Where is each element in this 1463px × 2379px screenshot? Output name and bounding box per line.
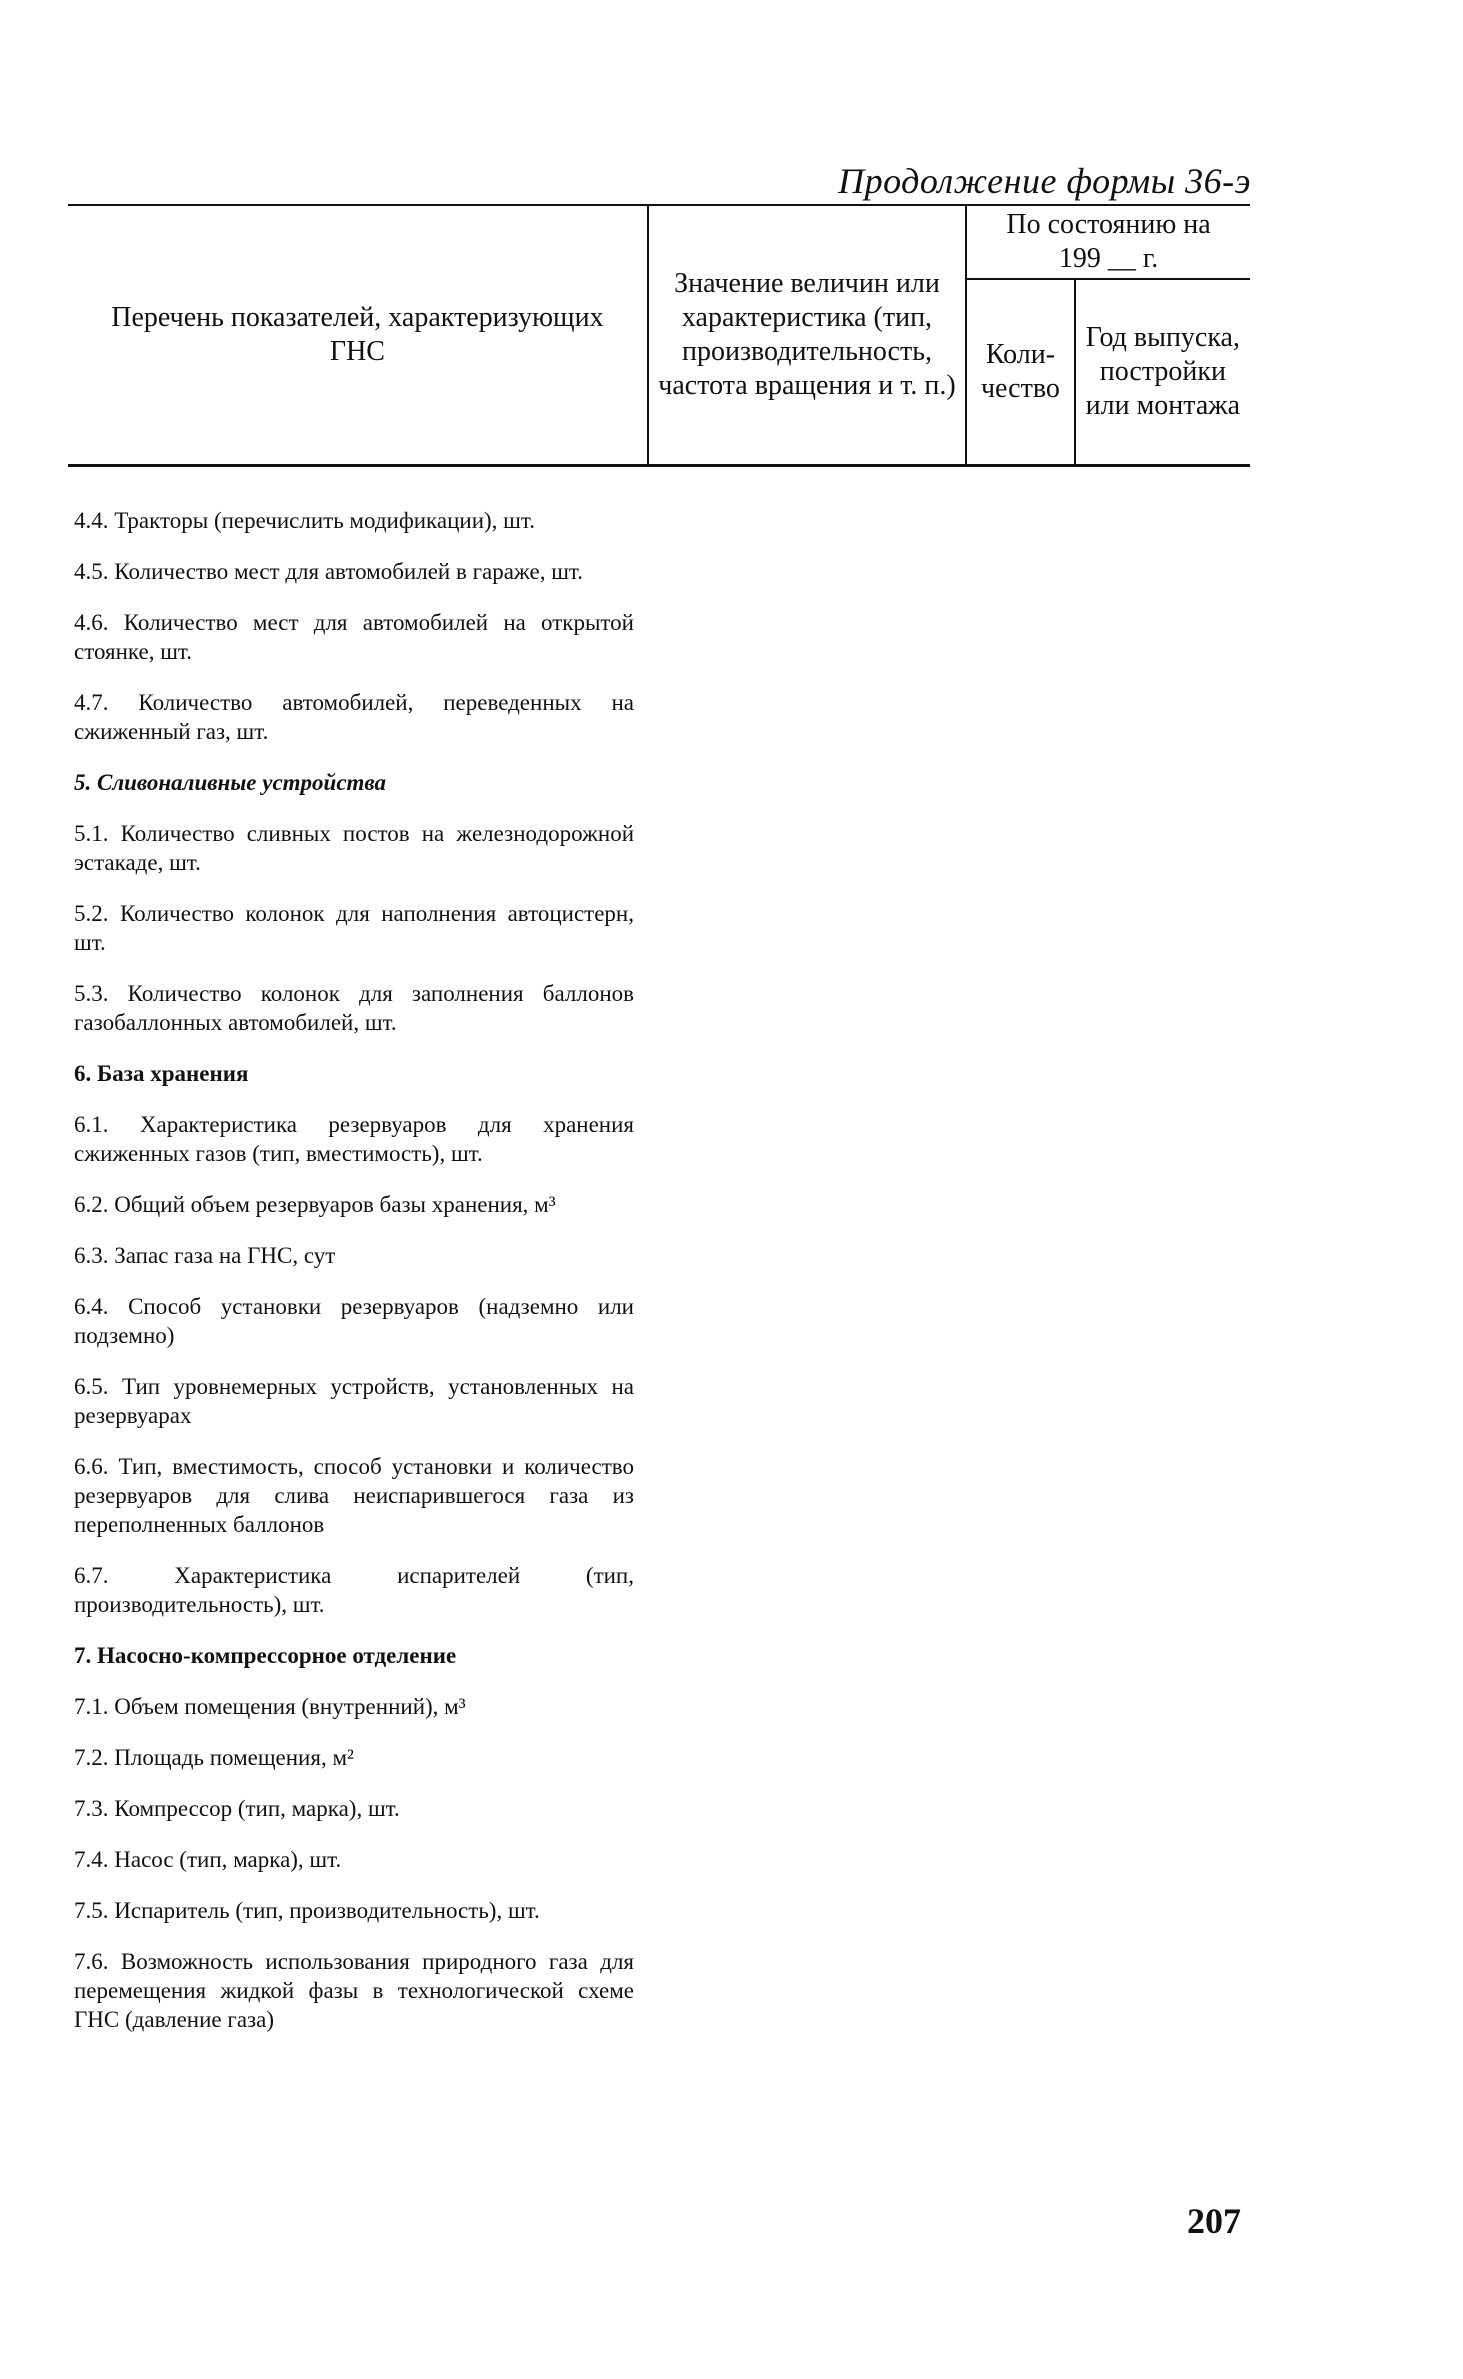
header-quantity: Коли-чество xyxy=(966,279,1075,466)
indicator-list xyxy=(74,506,634,2056)
list-item: 6.2. Общий объем резервуаров базы хранения, м³ xyxy=(74,1192,556,1217)
list-item: 6.3. Запас газа на ГНС, сут xyxy=(74,1243,336,1268)
section-heading: 7. Насосно-компрессорное отделение xyxy=(74,1643,457,1668)
list-item: 4.7. Количество автомобилей, переведенных на сжиженный газ, шт. xyxy=(74,690,634,744)
list-item: 4.6. Количество мест для автомобилей на открытой стоянке, шт. xyxy=(74,610,634,664)
list-item: 7.5. Испаритель (тип, производительность), шт. xyxy=(74,1898,540,1923)
list-item: 7.4. Насос (тип, марка), шт. xyxy=(74,1847,342,1872)
list-item: 7.1. Объем помещения (внутренний), м³ xyxy=(74,1694,466,1719)
section-heading: 5. Сливоналивные устройства xyxy=(74,770,387,795)
list-item: 4.4. Тракторы (перечислить модификации), шт. xyxy=(74,508,535,533)
list-item: 6.5. Тип уровнемерных устройств, установленных на резервуарах xyxy=(74,1374,634,1428)
list-item: 7.2. Площадь помещения, м² xyxy=(74,1745,354,1770)
list-item: 5.1. Количество сливных постов на железнодорожной эстакаде, шт. xyxy=(74,821,634,875)
list-item: 5.3. Количество колонок для заполнения баллонов газобаллонных автомобилей, шт. xyxy=(74,981,634,1035)
section-heading: 6. База хранения xyxy=(74,1061,249,1086)
list-item: 7.3. Компрессор (тип, марка), шт. xyxy=(74,1796,400,1821)
list-item: 6.1. Характеристика резервуаров для хранения сжиженных газов (тип, вместимость), шт. xyxy=(74,1112,634,1166)
header-state: По состоянию на 199 __ г. xyxy=(966,205,1250,279)
list-item: 6.7. Характеристика испарителей (тип, производительность), шт. xyxy=(74,1563,634,1617)
page-number: 207 xyxy=(1187,2201,1241,2241)
header-year: Год выпуска, постройки или монтажа xyxy=(1075,279,1250,466)
list-item: 6.6. Тип, вместимость, способ установки и количество резервуаров для слива неиспарившегося газа из переполненных баллонов xyxy=(74,1454,634,1537)
list-item: 7.6. Возможность использования природного газа для перемещения жидкой фазы в технологической схеме ГНС (давление газа) xyxy=(74,1949,634,2032)
continuation-title: Продолжение формы 36-э xyxy=(838,161,1251,201)
list-item: 5.2. Количество колонок для наполнения автоцистерн, шт. xyxy=(74,901,634,955)
header-indicators: Перечень показателей, характеризующих ГНС xyxy=(68,205,648,466)
header-value: Значение величин или характеристика (тип, производительность, частота вращения и т. п.) xyxy=(648,205,966,466)
list-item: 6.4. Способ установки резервуаров (надземно или подземно) xyxy=(74,1294,634,1348)
list-item: 4.5. Количество мест для автомобилей в гараже, шт. xyxy=(74,559,583,584)
form-table-header xyxy=(68,204,1250,467)
